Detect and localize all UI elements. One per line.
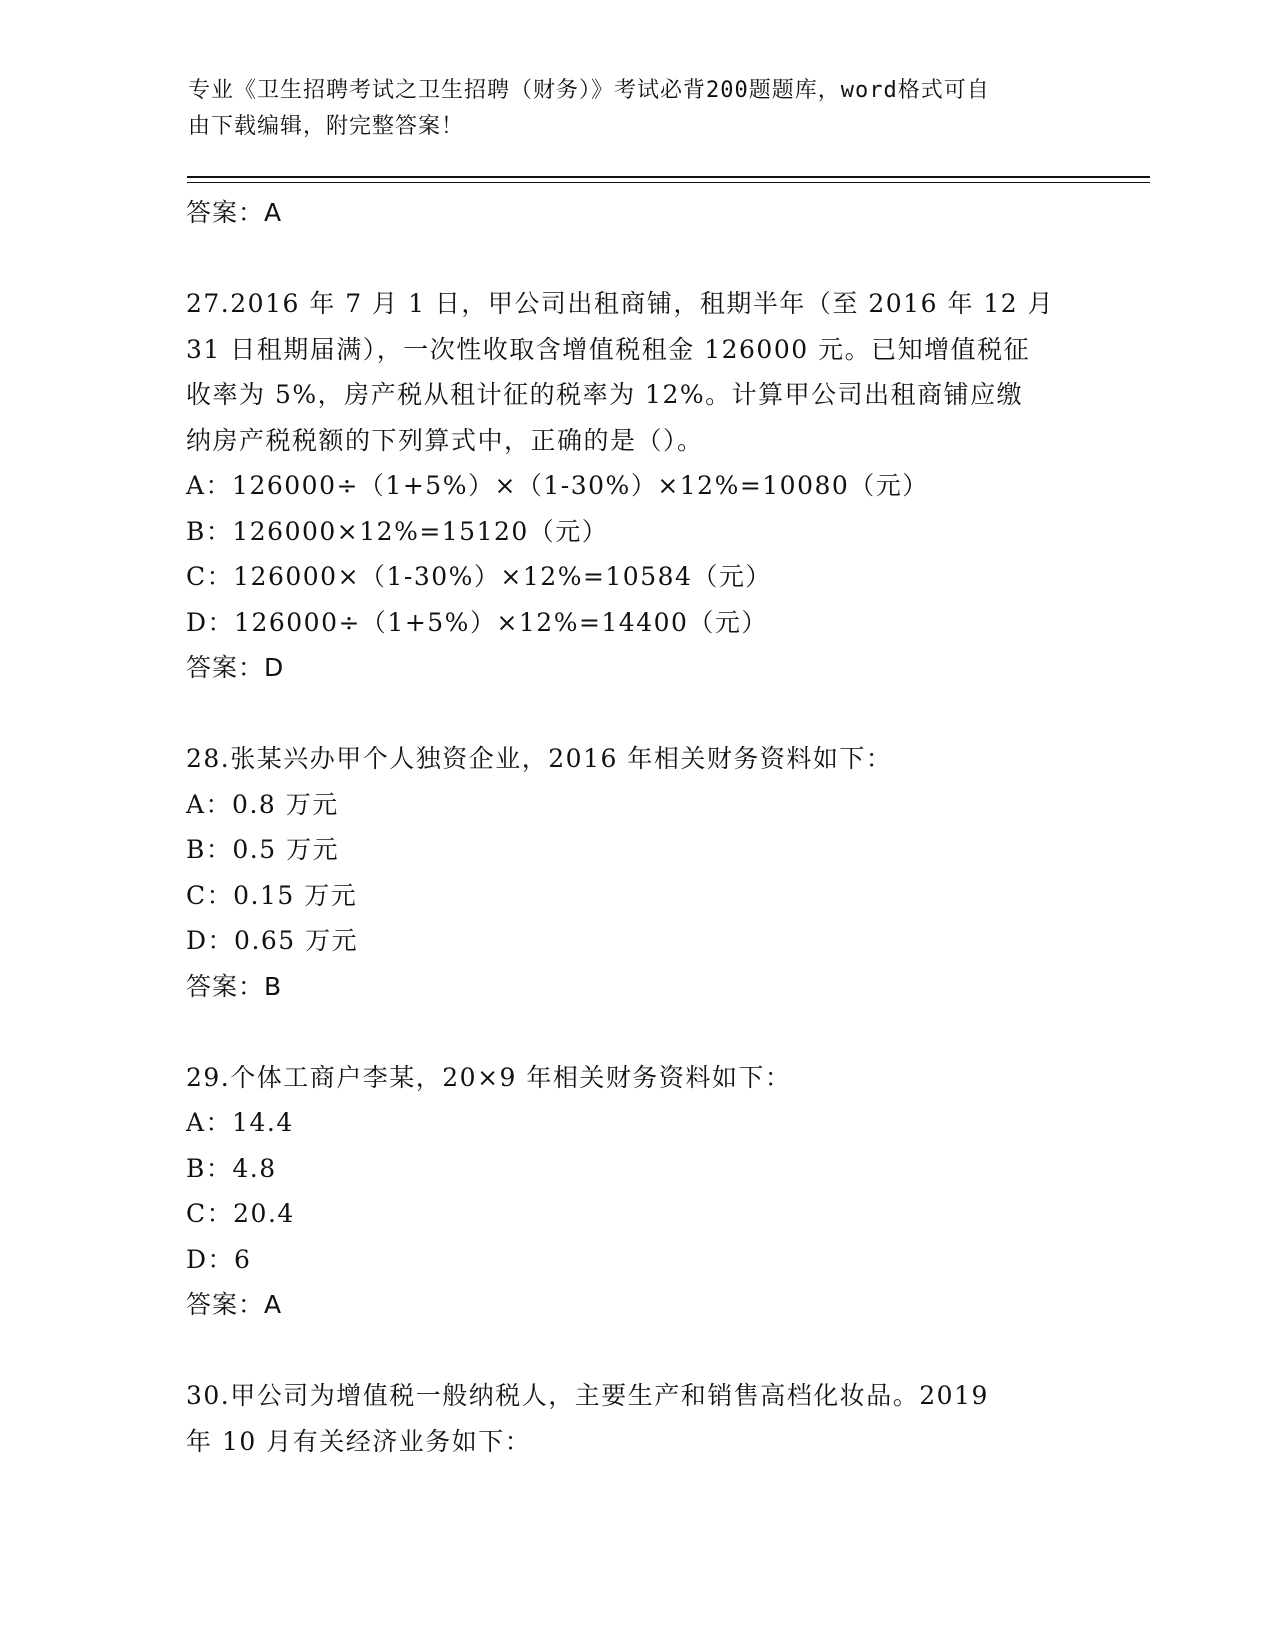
question-stem-line: 纳房产税税额的下列算式中，正确的是（）。 xyxy=(186,425,704,455)
option-b: B：0.5 万元 xyxy=(186,835,340,864)
question-stem-line: 29.个体工商户李某，20×9 年相关财务资料如下： xyxy=(186,1062,792,1092)
document-header xyxy=(188,73,1068,145)
option-c: C：126000×（1-30%）×12%=10584（元） xyxy=(186,562,772,591)
question-stem-line: 年 10 月有关经济业务如下： xyxy=(186,1426,532,1456)
option-c: C：0.15 万元 xyxy=(186,880,358,910)
spacer xyxy=(186,691,1086,737)
option-b: B：4.8 xyxy=(186,1153,277,1183)
question-stem-line: 31 日租期届满），一次性收取含增值税租金 126000 元。已知增值税征 xyxy=(186,334,1031,364)
question-block xyxy=(186,1055,1086,1328)
option-d: D：126000÷（1+5%）×12%=14400（元） xyxy=(186,607,768,637)
question-block xyxy=(186,1373,1086,1464)
question-stem-line: 28.张某兴办甲个人独资企业，2016 年相关财务资料如下： xyxy=(186,744,893,773)
header-divider-thick xyxy=(187,176,1150,178)
option-d: D：6 xyxy=(186,1244,252,1274)
question-stem-line: 30.甲公司为增值税一般纳税人，主要生产和销售高档化妆品。2019 xyxy=(186,1381,989,1410)
option-a: A：0.8 万元 xyxy=(186,789,339,819)
answer-line: 答案：A xyxy=(186,1290,283,1319)
answer-line: 答案：B xyxy=(186,971,283,1001)
answer-line: 答案：D xyxy=(186,653,285,682)
option-b: B：126000×12%=15120（元） xyxy=(186,516,609,546)
option-c: C：20.4 xyxy=(186,1199,295,1228)
header-divider-thin xyxy=(187,182,1150,183)
spacer xyxy=(186,236,1086,282)
header-line-2: 由下载编辑，附完整答案！ xyxy=(188,114,465,139)
question-block xyxy=(186,281,1086,691)
spacer xyxy=(186,1328,1086,1374)
question-stem-line: 27.2016 年 7 月 1 日，甲公司出租商铺，租期半年（至 2016 年 12 月 xyxy=(186,289,1055,318)
answer-line: 答案：A xyxy=(186,198,283,227)
question-stem-line: 收率为 5%，房产税从租计征的税率为 12%。计算甲公司出租商铺应缴 xyxy=(186,380,1024,409)
header-line-1: 专业《卫生招聘考试之卫生招聘（财务）》考试必背200题题库，word格式可自 xyxy=(188,78,990,103)
spacer xyxy=(186,1009,1086,1055)
option-a: A：14.4 xyxy=(186,1108,294,1137)
document-body xyxy=(186,190,1086,1464)
option-d: D：0.65 万元 xyxy=(186,926,359,955)
option-a: A：126000÷（1+5%）×（1-30%）×12%=10080（元） xyxy=(186,471,929,500)
question-block xyxy=(186,736,1086,1009)
